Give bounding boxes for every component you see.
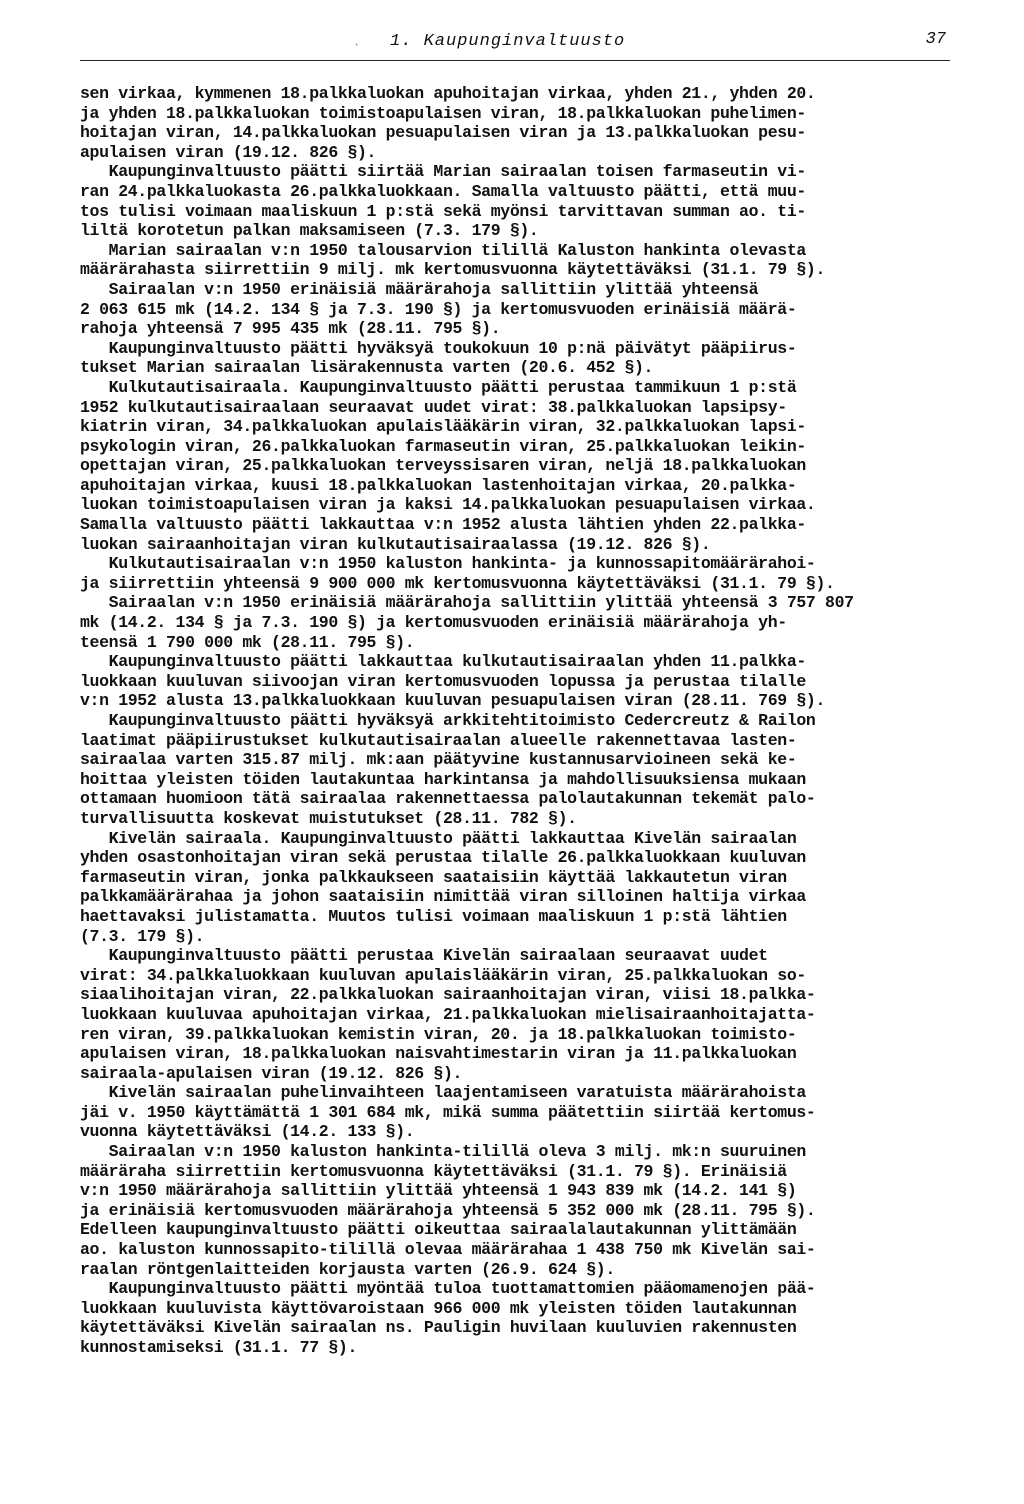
text-line: sen virkaa, kymmenen 18.palkkaluokan apuhoitajan virkaa, yhden 21., yhden 20. xyxy=(80,84,816,103)
text-line: laatimat pääpiirustukset kulkutautisairaalan alueelle rakennettavaa lasten- xyxy=(80,730,797,750)
text-line: kiatrin viran, 34.palkkaluokan apulaislääkärin viran, 32.palkkaluokan lapsi- xyxy=(80,417,806,437)
text-line: ao. kaluston kunnossapito-tilillä olevaa määrärahaa 1 438 750 mk Kivelän sai- xyxy=(80,1240,816,1260)
text-line: turvallisuutta koskevat muistutukset (28.11. 782 §). xyxy=(80,808,577,828)
text-line: Samalla valtuusto päätti lakkauttaa v:n 1952 alusta lähtien yhden 22.palkka- xyxy=(80,515,806,535)
text-line: rahoja yhteensä 7 995 435 mk (28.11. 795 §). xyxy=(80,319,501,339)
text-line: ja erinäisiä kertomusvuoden määrärahoja yhteensä 5 352 000 mk (28.11. 795 §). xyxy=(80,1200,816,1220)
text-line: Marian sairaalan v:n 1950 talousarvion tilillä Kaluston hankinta olevasta xyxy=(80,240,806,260)
text-line: sairaalaa varten 315.87 milj. mk:aan päätyvine kustannusarvioineen sekä ke- xyxy=(80,750,797,770)
text-line: ja yhden 18.palkkaluokan toimistoapulaisen viran, 18.palkkaluokan puhelimen- xyxy=(80,103,806,123)
text-line: kunnostamiseksi (31.1. 77 §). xyxy=(80,1338,357,1357)
text-line: Kulkutautisairaala. Kaupunginvaltuusto päätti perustaa tammikuun 1 p:stä xyxy=(80,377,797,397)
text-line: luokan sairaanhoitajan viran kulkutautisairaalassa (19.12. 826 §). xyxy=(80,534,711,554)
text-line: määrärahasta siirrettiin 9 milj. mk kertomusvuonna käytettäväksi (31.1. 79 §). xyxy=(80,260,826,280)
text-line: tukset Marian sairaalan lisärakennusta varten (20.6. 452 §). xyxy=(80,358,654,378)
text-line: apuhoitajan virkaa, kuusi 18.palkkaluokan lastenhoitajan virkaa, 20.palkka- xyxy=(80,475,797,495)
text-line: Sairaalan v:n 1950 erinäisiä määrärahoja sallittiin ylittää yhteensä 3 757 807 xyxy=(80,593,854,613)
text-line: liltä korotetun palkan maksamiseen (7.3. 179 §). xyxy=(80,221,539,241)
text-line: Kaupunginvaltuusto päätti myöntää tuloa tuottamattomien pääomamenojen pää- xyxy=(80,1279,816,1299)
text-line: vuonna käytettäväksi (14.2. 133 §). xyxy=(80,1122,415,1142)
text-line: Kaupunginvaltuusto päätti hyväksyä toukokuun 10 p:nä päivätyt pääpiirus- xyxy=(80,338,797,358)
text-line: hoittaa yleisten töiden lautakuntaa harkintansa ja mahdollisuuksiensa mukaan xyxy=(80,769,806,789)
text-line: Kaupunginvaltuusto päätti siirtää Marian sairaalan toisen farmaseutin vi- xyxy=(80,162,806,182)
text-line: sairaala-apulaisen viran (19.12. 826 §). xyxy=(80,1063,463,1083)
running-header xyxy=(80,30,950,61)
text-line: Sairaalan v:n 1950 kaluston hankinta-tilillä oleva 3 milj. mk:n suuruinen xyxy=(80,1142,806,1162)
text-line: siaalihoitajan viran, 22.palkkaluokan sairaanhoitajan viran, viisi 18.palkka- xyxy=(80,985,816,1005)
page-number: 37 xyxy=(925,30,946,49)
text-line: farmaseutin viran, jonka palkkaukseen saataisiin käyttää lakkautetun viran xyxy=(80,867,787,887)
body-text xyxy=(80,84,960,1358)
header-mark: · xyxy=(353,38,361,52)
text-line: raalan röntgenlaitteiden korjausta varten (26.9. 624 §). xyxy=(80,1259,615,1279)
text-line: luokkaan kuuluvaa apuhoitajan virkaa, 21.palkkaluokan mielisairaanhoitajatta- xyxy=(80,1004,816,1024)
text-line: Kaupunginvaltuusto päätti lakkauttaa kulkutautisairaalan yhden 11.palkka- xyxy=(80,652,806,672)
text-line: mk (14.2. 134 § ja 7.3. 190 §) ja kertomusvuoden erinäisiä määrärahoja yh- xyxy=(80,613,787,633)
text-line: palkkamäärärahaa ja johon saataisiin nimittää viran silloinen haltija virkaa xyxy=(80,887,806,907)
text-line: v:n 1952 alusta 13.palkkaluokkaan kuuluvan pesuapulaisen viran (28.11. 769 §). xyxy=(80,691,826,711)
text-line: Sairaalan v:n 1950 erinäisiä määrärahoja sallittiin ylittää yhteensä xyxy=(80,279,759,299)
text-line: tos tulisi voimaan maaliskuun 1 p:stä sekä myönsi tarvittavan summan ao. ti- xyxy=(80,201,806,221)
text-line: Edelleen kaupunginvaltuusto päätti oikeuttaa sairaalalautakunnan ylittämään xyxy=(80,1220,797,1240)
text-line: ren viran, 39.palkkaluokan kemistin viran, 20. ja 18.palkkaluokan toimisto- xyxy=(80,1024,797,1044)
text-line: teensä 1 790 000 mk (28.11. 795 §). xyxy=(80,632,415,652)
text-line: opettajan viran, 25.palkkaluokan terveyssisaren viran, neljä 18.palkkaluokan xyxy=(80,456,806,476)
text-line: luokkaan kuuluvista käyttövaroistaan 966 000 mk yleisten töiden lautakunnan xyxy=(80,1298,797,1318)
text-line: luokkaan kuuluvan siivoojan viran kertomusvuoden lopussa ja perustaa tilalle xyxy=(80,671,806,691)
text-line: hoitajan viran, 14.palkkaluokan pesuapulaisen viran ja 13.palkkaluokan pesu- xyxy=(80,123,806,143)
text-line: 1952 kulkutautisairaalaan seuraavat uudet virat: 38.palkkaluokan lapsipsy- xyxy=(80,397,787,417)
text-line: v:n 1950 määrärahoja sallittiin ylittää yhteensä 1 943 839 mk (14.2. 141 §) xyxy=(80,1181,797,1201)
text-line: Kivelän sairaala. Kaupunginvaltuusto päätti lakkauttaa Kivelän sairaalan xyxy=(80,828,797,848)
text-line: luokan toimistoapulaisen viran ja kaksi 14.palkkaluokan pesuapulaisen virkaa. xyxy=(80,495,816,515)
running-title: 1. Kaupunginvaltuusto xyxy=(390,32,626,51)
text-line: jäi v. 1950 käyttämättä 1 301 684 mk, mikä summa päätettiin siirtää kertomus- xyxy=(80,1102,816,1122)
text-line: määräraha siirrettiin kertomusvuonna käytettäväksi (31.1. 79 §). Erinäisiä xyxy=(80,1161,787,1181)
text-line: ran 24.palkkaluokasta 26.palkkaluokkaan. Samalla valtuusto päätti, että muu- xyxy=(80,181,806,201)
text-line: Kivelän sairaalan puhelinvaihteen laajentamiseen varatuista määrärahoista xyxy=(80,1083,806,1103)
text-line: Kulkutautisairaalan v:n 1950 kaluston hankinta- ja kunnossapitomäärärahoi- xyxy=(80,554,816,574)
text-line: ottamaan huomioon tätä sairaalaa rakennettaessa palolautakunnan tekemät palo- xyxy=(80,789,816,809)
text-line: Kaupunginvaltuusto päätti perustaa Kivelän sairaalaan seuraavat uudet xyxy=(80,946,768,966)
text-line: apulaisen viran (19.12. 826 §). xyxy=(80,142,377,162)
text-line: 2 063 615 mk (14.2. 134 § ja 7.3. 190 §) ja kertomusvuoden erinäisiä määrä- xyxy=(80,299,797,319)
text-line: haettavaksi julistamatta. Muutos tulisi voimaan maaliskuun 1 p:stä lähtien xyxy=(80,906,787,926)
text-line: Kaupunginvaltuusto päätti hyväksyä arkkitehtitoimisto Cedercreutz & Railon xyxy=(80,711,816,730)
text-line: käytettäväksi Kivelän sairaalan ns. Pauligin huvilaan kuuluvien rakennusten xyxy=(80,1318,797,1338)
text-line: virat: 34.palkkaluokkaan kuuluvan apulaislääkärin viran, 25.palkkaluokan so- xyxy=(80,965,806,985)
text-line: yhden osastonhoitajan viran sekä perustaa tilalle 26.palkkaluokkaan kuuluvan xyxy=(80,848,806,868)
text-line: apulaisen viran, 18.palkkaluokan naisvahtimestarin viran ja 11.palkkaluokan xyxy=(80,1044,797,1064)
text-line: (7.3. 179 §). xyxy=(80,926,205,946)
text-line: psykologin viran, 26.palkkaluokan farmaseutin viran, 25.palkkaluokan leikin- xyxy=(80,436,806,456)
text-line: ja siirrettiin yhteensä 9 900 000 mk kertomusvuonna käytettäväksi (31.1. 79 §). xyxy=(80,573,835,593)
